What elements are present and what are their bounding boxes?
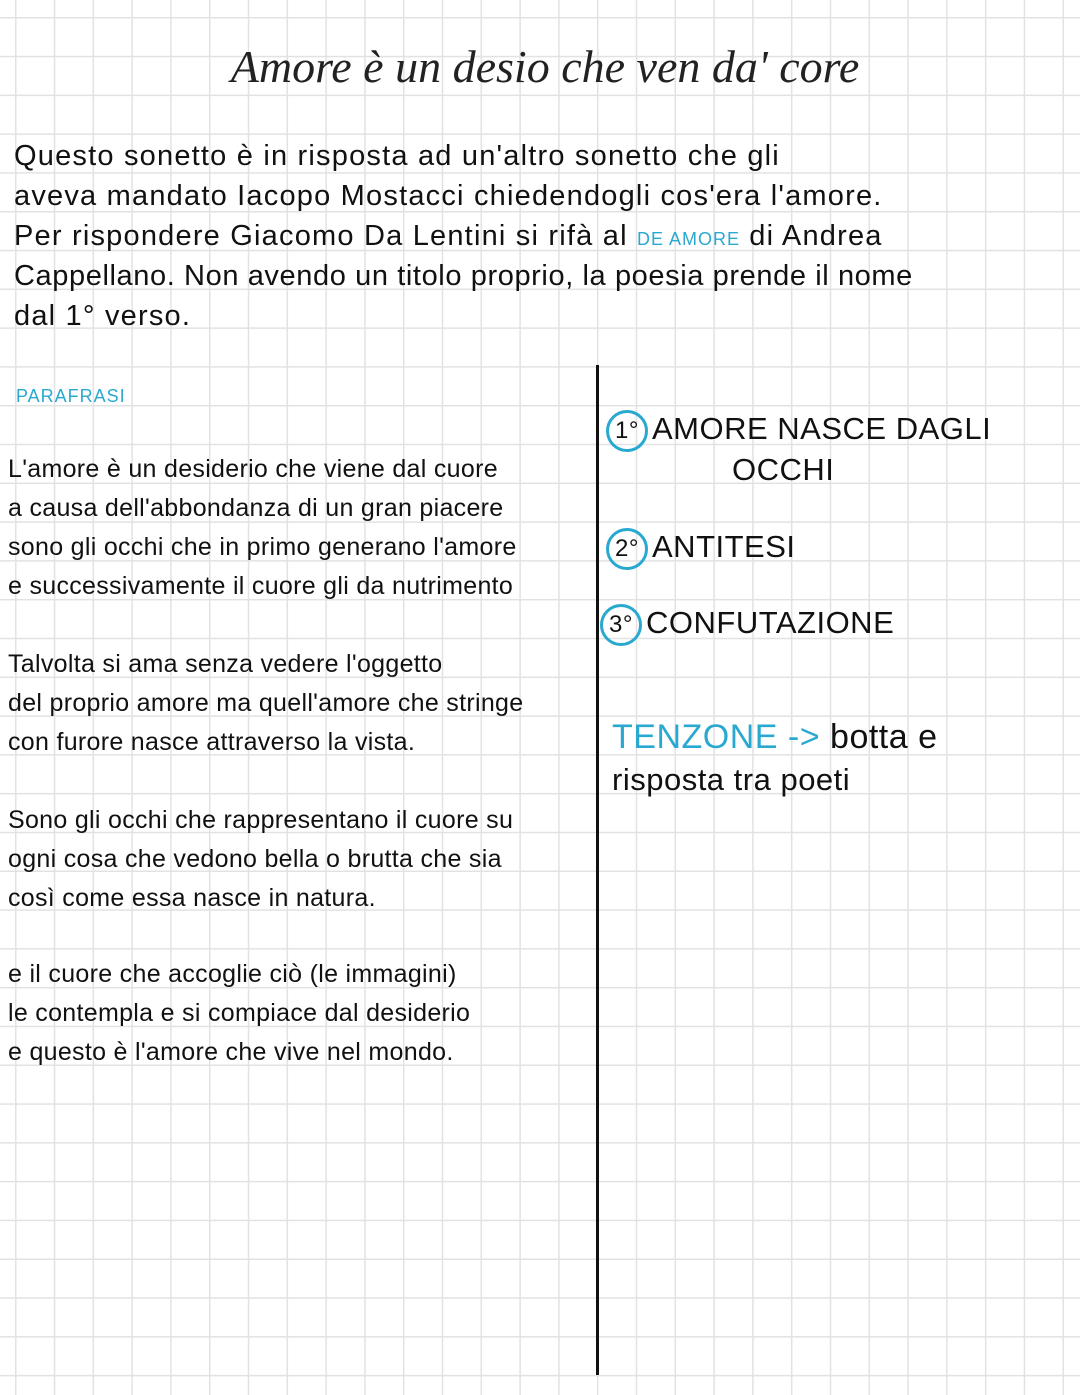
- point-text: ANTITESI: [652, 529, 796, 565]
- number-circle: 2°: [606, 528, 648, 570]
- parafrasi-line: e questo è l'amore che vive nel mondo.: [8, 1038, 454, 1066]
- parafrasi-line: Talvolta si ama senza vedere l'oggetto: [8, 650, 443, 678]
- parafrasi-heading: PARAFRASI: [16, 386, 126, 406]
- intro-line: aveva mandato Iacopo Mostacci chiedendogli cos'era l'amore.: [14, 180, 883, 212]
- highlight-de-amore: DE AMORE: [637, 229, 741, 249]
- point-1: [606, 410, 991, 452]
- intro-line-text: Per rispondere Giacomo Da Lentini si rifà al: [14, 220, 628, 252]
- point-text: CONFUTAZIONE: [646, 605, 895, 641]
- parafrasi-line: con furore nasce attraverso la vista.: [8, 728, 416, 756]
- intro-line: Questo sonetto è in risposta ad un'altro sonetto che gli: [14, 140, 780, 172]
- intro-line: [14, 220, 883, 253]
- point-text: AMORE NASCE DAGLI: [652, 411, 992, 447]
- intro-line-end: di Andrea: [749, 220, 883, 252]
- parafrasi-line: così come essa nasce in natura.: [8, 884, 376, 912]
- page-title: Amore è un desio che ven da' core: [230, 41, 860, 92]
- tenzone-term: TENZONE: [612, 718, 778, 756]
- number-circle: 1°: [606, 410, 648, 452]
- parafrasi-line: e il cuore che accoglie ciò (le immagini): [8, 960, 457, 988]
- parafrasi-line: a causa dell'abbondanza di un gran piacere: [8, 494, 504, 522]
- intro-line: Cappellano. Non avendo un titolo proprio, la poesia prende il nome: [14, 260, 913, 292]
- parafrasi-line: e successivamente il cuore gli da nutrimento: [8, 572, 514, 600]
- parafrasi-line: Sono gli occhi che rappresentano il cuore su: [8, 806, 514, 834]
- parafrasi-line: ogni cosa che vedono bella o brutta che sia: [8, 845, 502, 873]
- point-1-continued: OCCHI: [732, 452, 835, 487]
- intro-line: dal 1° verso.: [14, 300, 192, 332]
- point-3: [600, 604, 894, 646]
- arrow-icon: ->: [787, 718, 821, 756]
- tenzone-def: botta e: [830, 718, 938, 756]
- column-divider: [596, 365, 599, 1375]
- tenzone-definition: [612, 718, 938, 757]
- point-2: [606, 528, 796, 570]
- parafrasi-line: L'amore è un desiderio che viene dal cuore: [8, 455, 498, 483]
- parafrasi-line: del proprio amore ma quell'amore che stringe: [8, 689, 524, 717]
- parafrasi-line: le contempla e si compiace dal desiderio: [8, 999, 471, 1027]
- parafrasi-line: sono gli occhi che in primo generano l'amore: [8, 533, 517, 561]
- number-circle: 3°: [600, 604, 642, 646]
- tenzone-def-continued: risposta tra poeti: [612, 762, 851, 797]
